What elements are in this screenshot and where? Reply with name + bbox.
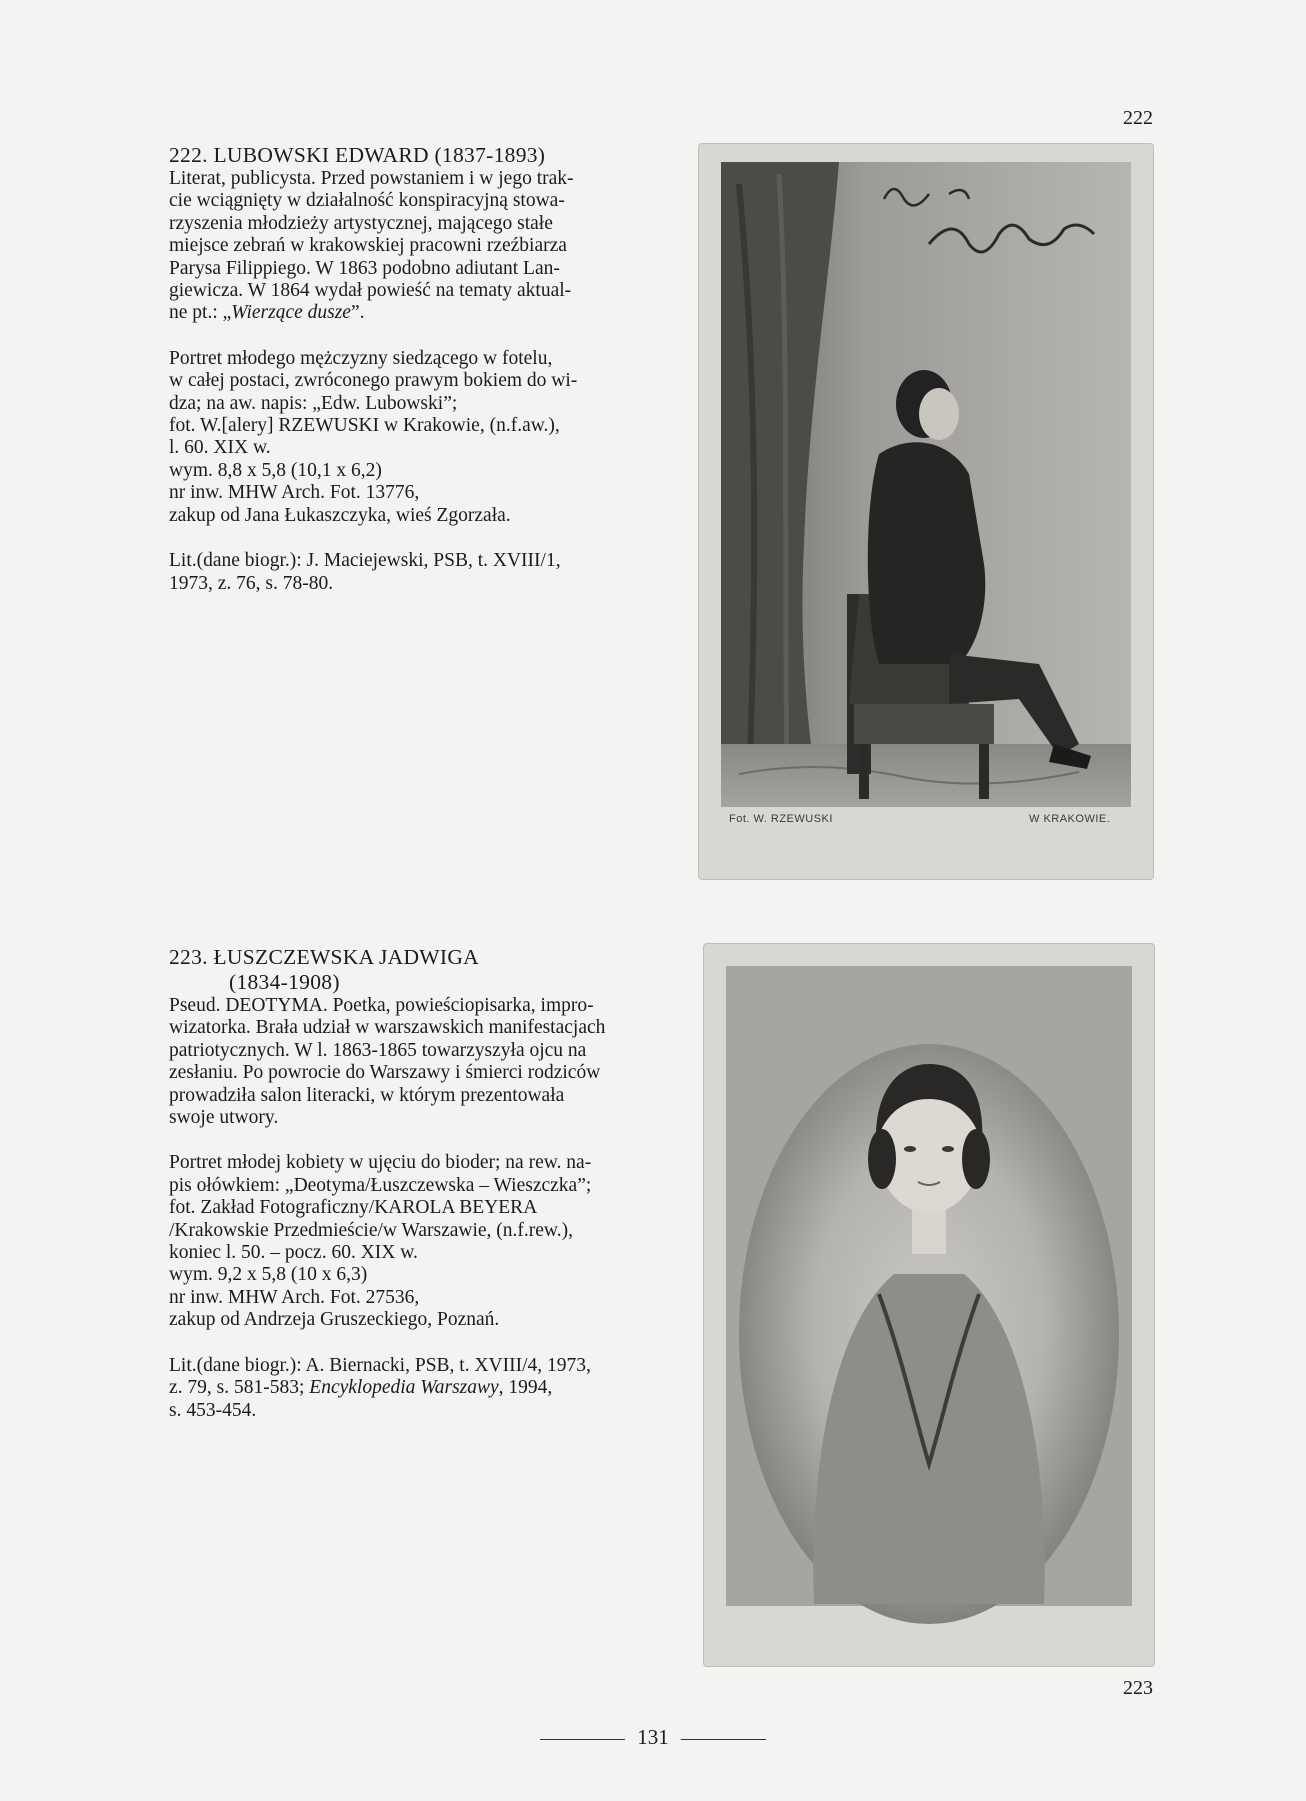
desc-line: nr inw. MHW Arch. Fot. 13776, <box>169 482 420 504</box>
entry-heading: 222. LUBOWSKI EDWARD (1837-1893) <box>169 143 546 167</box>
lit-title: Encyklopedia Warszawy <box>309 1377 499 1399</box>
page-footer <box>0 1725 1306 1750</box>
bio-text: ne pt.: „ <box>169 302 232 324</box>
desc-line: nr inw. MHW Arch. Fot. 27536, <box>169 1286 420 1308</box>
footer-rule-left <box>540 1739 625 1740</box>
desc-line: Portret młodej kobiety w ujęciu do bioder; na rew. na- <box>169 1152 592 1174</box>
page-number: 131 <box>637 1725 669 1749</box>
catalog-number-223: 223 <box>1123 1677 1153 1699</box>
entry-222 <box>169 143 677 595</box>
bio-line: Parysa Filippiego. W 1863 podobno adiutant Lan- <box>169 257 560 279</box>
entry-literature <box>169 550 677 595</box>
entry-biography <box>169 168 677 325</box>
book-title: Wierzące dusze <box>231 302 351 324</box>
bio-text: ”. <box>350 302 365 324</box>
desc-line: fot. W.[alery] RZEWUSKI w Krakowie, (n.f.aw.), <box>169 415 560 437</box>
portrait-photo-man <box>699 144 1153 879</box>
entry-223 <box>169 945 677 1422</box>
desc-line: fot. Zakład Fotograficzny/KAROLA BEYERA <box>169 1197 538 1219</box>
desc-line: wym. 9,2 x 5,8 (10 x 6,3) <box>169 1264 368 1286</box>
catalog-number-222: 222 <box>1123 107 1153 129</box>
desc-line: wym. 8,8 x 5,8 (10,1 x 6,2) <box>169 459 382 481</box>
desc-line: koniec l. 50. – pocz. 60. XIX w. <box>169 1242 418 1264</box>
lit-line: Lit.(dane biogr.): J. Maciejewski, PSB, t. XVIII/1, <box>169 550 561 572</box>
bio-line-last <box>169 302 677 324</box>
photo-card-223 <box>703 943 1155 1667</box>
bio-line: wizatorka. Brała udział w warszawskich manifestacjach <box>169 1017 606 1039</box>
desc-line: /Krakowskie Przedmieście/w Warszawie, (n.f.rew.), <box>169 1219 573 1241</box>
desc-line: Portret młodego mężczyzny siedzącego w fotelu, <box>169 347 553 369</box>
lit-text: , 1994, <box>498 1377 553 1399</box>
desc-line: zakup od Jana Łukaszczyka, wieś Zgorzała. <box>169 504 511 526</box>
lit-line <box>169 1377 677 1399</box>
photo-caption-left: Fot. W. RZEWUSKI <box>729 813 833 825</box>
bio-line: rzyszenia młodzieży artystycznej, mającego stałe <box>169 212 553 234</box>
heading-years: (1834-1908) <box>229 970 340 994</box>
bio-line: Pseud. DEOTYMA. Poetka, powieściopisarka, impro- <box>169 995 594 1016</box>
heading-name: 223. ŁUSZCZEWSKA JADWIGA <box>169 945 479 969</box>
lit-line: s. 453-454. <box>169 1399 257 1421</box>
entry-heading <box>169 945 677 995</box>
bio-line: giewicza. W 1864 wydał powieść na tematy aktual- <box>169 280 572 302</box>
footer-rule-right <box>681 1739 766 1740</box>
desc-line: l. 60. XIX w. <box>169 437 271 459</box>
entry-description <box>169 1152 677 1331</box>
entry-description <box>169 348 677 527</box>
entry-literature <box>169 1355 677 1422</box>
portrait-photo-woman <box>704 944 1154 1666</box>
desc-line: pis ołówkiem: „Deotyma/Łuszczewska – Wieszczka”; <box>169 1174 592 1196</box>
photo-card-222 <box>698 143 1154 880</box>
bio-line: cie wciągnięty w działalność konspiracyjną stowa- <box>169 190 565 212</box>
desc-line: zakup od Andrzeja Gruszeckiego, Poznań. <box>169 1309 500 1331</box>
desc-line: dza; na aw. napis: „Edw. Lubowski”; <box>169 392 458 414</box>
bio-line: prowadziła salon literacki, w którym prezentowała <box>169 1084 565 1106</box>
bio-line: zesłaniu. Po powrocie do Warszawy i śmierci rodziców <box>169 1062 601 1084</box>
bio-line: patriotycznych. W l. 1863-1865 towarzyszyła ojcu na <box>169 1039 587 1061</box>
bio-line: swoje utwory. <box>169 1107 279 1129</box>
desc-line: w całej postaci, zwróconego prawym bokiem do wi- <box>169 370 578 392</box>
bio-line: miejsce zebrań w krakowskiej pracowni rzeźbiarza <box>169 235 567 257</box>
photo-caption-right: W KRAKOWIE. <box>1029 813 1111 825</box>
lit-line: Lit.(dane biogr.): A. Biernacki, PSB, t. XVIII/4, 1973, <box>169 1354 591 1376</box>
lit-line: 1973, z. 76, s. 78-80. <box>169 572 334 594</box>
lit-text: z. 79, s. 581-583; <box>169 1377 310 1399</box>
bio-line: Literat, publicysta. Przed powstaniem i w jego trak- <box>169 168 574 189</box>
entry-biography <box>169 995 677 1129</box>
